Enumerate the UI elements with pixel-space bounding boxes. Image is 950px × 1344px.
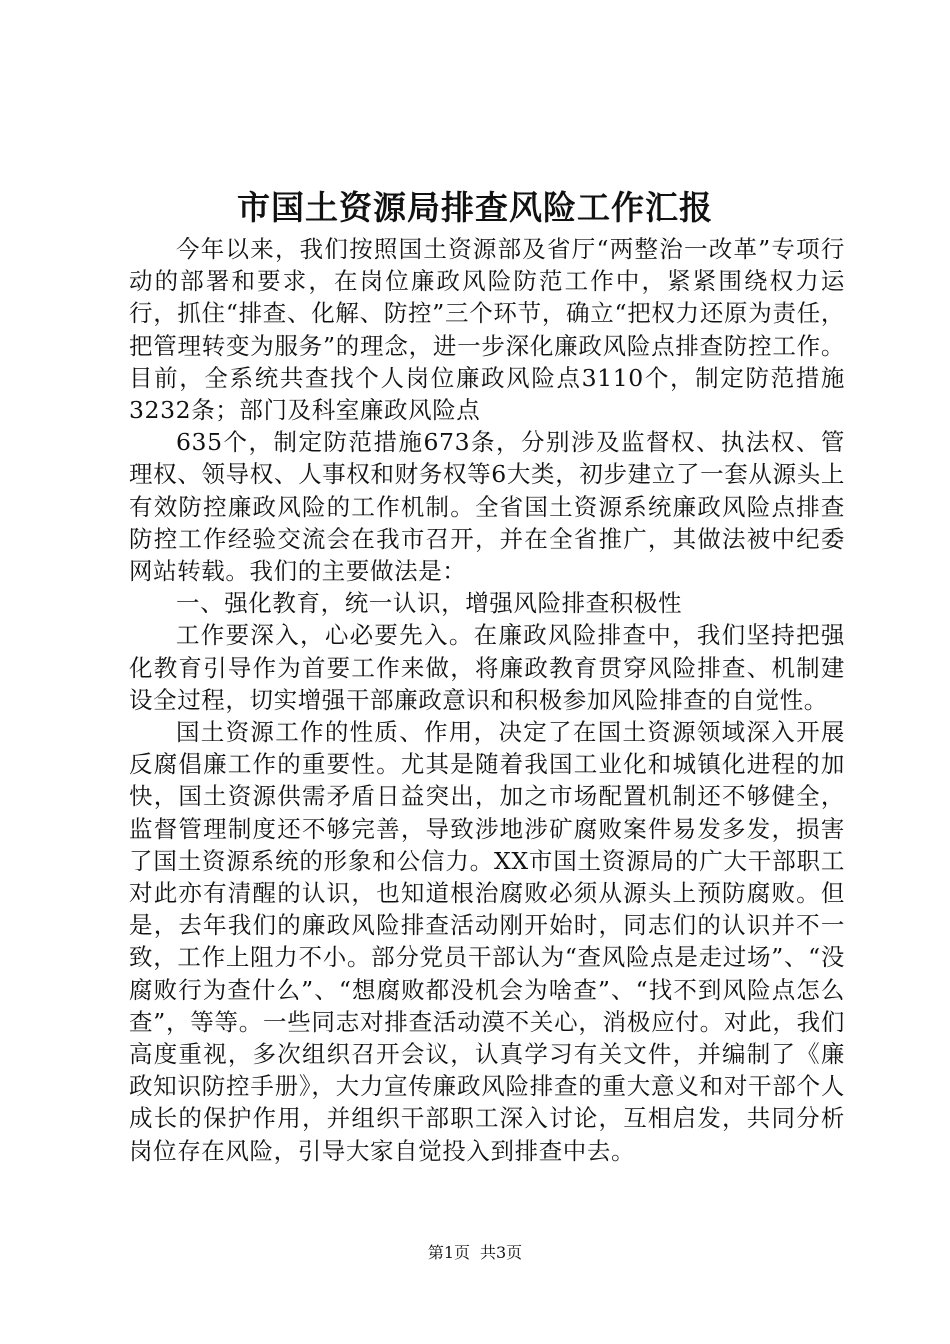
- page-total: 共3页: [480, 1243, 523, 1262]
- page-number: 第1页: [427, 1243, 470, 1262]
- paragraph-intro-continued: 635个，制定防范措施673条，分别涉及监督权、执法权、管理权、领导权、人事权和财务权等6大类，初步建立了一套从源头上有效防控廉政风险的工作机制。全省国土资源系统廉政风险点排查防控工作经验交流会在我市召开，并在全省推广，其做法被中纪委网站转载。我们的主要做法是：: [129, 428, 845, 586]
- document-body: [129, 233, 845, 1167]
- section-heading-1: 一、强化教育，统一认识，增强风险排查积极性: [176, 589, 683, 618]
- document-title: 市国土资源局排查风险工作汇报: [237, 188, 713, 227]
- paragraph-intro: 今年以来，我们按照国土资源部及省厅“两整治一改革”专项行动的部署和要求，在岗位廉政风险防范工作中，紧紧围绕权力运行，抓住“排查、化解、防控”三个环节，确立“把权力还原为责任，把管理转变为服务”的理念，进一步深化廉政风险点排查防控工作。目前，全系统共查找个人岗位廉政风险点3110个，制定防范措施3232条；部门及科室廉政风险点: [129, 235, 845, 425]
- paragraph-section-1a: 工作要深入，心必要先入。在廉政风险排查中，我们坚持把强化教育引导作为首要工作来做，将廉政教育贯穿风险排查、机制建设全过程，切实增强干部廉政意识和积极参加风险排查的自觉性。: [129, 621, 845, 714]
- page-footer: [0, 1241, 950, 1265]
- paragraph-section-1b: 国土资源工作的性质、作用，决定了在国土资源领域深入开展反腐倡廉工作的重要性。尤其是随着我国工业化和城镇化进程的加快，国土资源供需矛盾日益突出，加之市场配置机制还不够健全，监督管理制度还不够完善，导致涉地涉矿腐败案件易发多发，损害了国土资源系统的形象和公信力。XX市国土资源局的广大干部职工对此亦有清醒的认识，也知道根治腐败必须从源头上预防腐败。但是，去年我们的廉政风险排查活动刚开始时，同志们的认识并不一致，工作上阻力不小。部分党员干部认为“查风险点是走过场”、“没腐败行为查什么”、“想腐败都没机会为啥查”、“找不到风险点怎么查”，等等。一些同志对排查活动漠不关心，消极应付。对此，我们高度重视，多次组织召开会议，认真学习有关文件，并编制了《廉政知识防控手册》，大力宣传廉政风险排查的重大意义和对干部个人成长的保护作用，并组织干部职工深入讨论，互相启发，共同分析岗位存在风险，引导大家自觉投入到排查中去。: [129, 718, 845, 1165]
